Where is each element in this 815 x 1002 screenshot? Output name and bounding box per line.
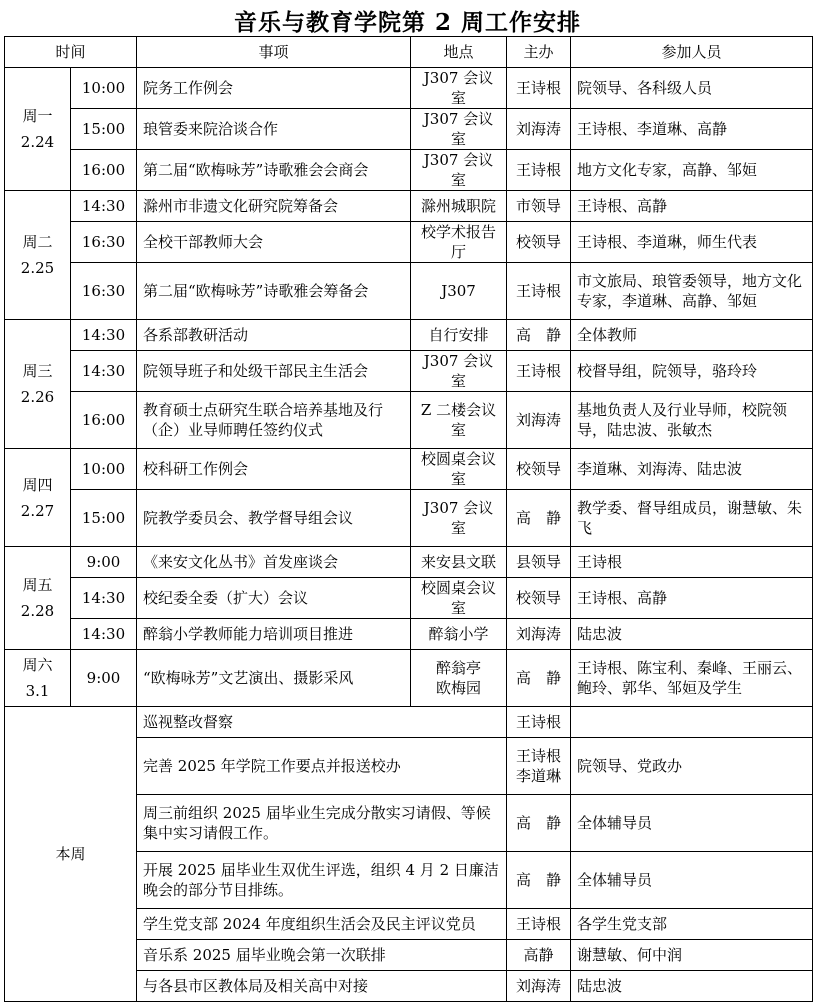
time-cell: 14:30: [71, 619, 137, 650]
header-time: 时间: [5, 37, 137, 68]
schedule-table: [4, 36, 813, 1002]
item-cell: “欧梅咏芳”文艺演出、摄影采风: [137, 650, 411, 707]
participants-cell: 王诗根、高静: [571, 191, 813, 222]
table-row: [5, 222, 813, 263]
time-cell: 16:30: [71, 222, 137, 263]
page-title: 音乐与教育学院第 2 周工作安排: [233, 9, 582, 36]
item-cell: 学生党支部 2024 年度组织生活会及民主评议党员: [137, 909, 507, 940]
item-cell: 完善 2025 年学院工作要点并报送校办: [137, 738, 507, 795]
table-row: [5, 650, 813, 707]
host-cell: 高静: [507, 940, 571, 971]
place-cell: J307 会议室: [411, 351, 507, 392]
place-cell: Z 二楼会议室: [411, 392, 507, 449]
table-row: [5, 490, 813, 547]
host-cell: 高 静: [507, 490, 571, 547]
host-cell: 校领导: [507, 449, 571, 490]
host-cell: 王诗根: [507, 351, 571, 392]
time-cell: 9:00: [71, 650, 137, 707]
item-cell: 第二届“欧梅咏芳”诗歌雅会筹备会: [137, 263, 411, 320]
header-host: 主办: [507, 37, 571, 68]
table-row: [5, 68, 813, 109]
day-cell: [5, 320, 71, 449]
day-date: 2.27: [20, 501, 55, 520]
table-row: [5, 578, 813, 619]
day-name: 周二: [22, 233, 53, 251]
header-row: [5, 37, 813, 68]
time-cell: 14:30: [71, 191, 137, 222]
place-cell: J307: [411, 263, 507, 320]
place-cell: 校圆桌会议室: [411, 578, 507, 619]
item-cell: 校科研工作例会: [137, 449, 411, 490]
item-cell: 巡视整改督察: [137, 707, 507, 738]
time-cell: 10:00: [71, 449, 137, 490]
item-cell: 院务工作例会: [137, 68, 411, 109]
host-cell: 王诗根: [507, 909, 571, 940]
place-cell: 滁州城职院: [411, 191, 507, 222]
header-item: 事项: [137, 37, 411, 68]
item-cell: 开展 2025 届毕业生双优生评选，组织 4 月 2 日廉洁晚会的部分节目排练。: [137, 852, 507, 909]
table-row: [5, 392, 813, 449]
item-cell: 滁州市非遗文化研究院筹备会: [137, 191, 411, 222]
host-cell: 刘海涛: [507, 971, 571, 1002]
host-cell: 王诗根: [507, 68, 571, 109]
participants-cell: 王诗根、李道琳、高静: [571, 109, 813, 150]
participants-cell: 全体辅导员: [571, 795, 813, 852]
participants-cell: 陆忠波: [571, 971, 813, 1002]
item-cell: 第二届“欧梅咏芳”诗歌雅会会商会: [137, 150, 411, 191]
time-cell: 16:00: [71, 150, 137, 191]
time-cell: 16:30: [71, 263, 137, 320]
host-cell: 高 静: [507, 320, 571, 351]
participants-cell: 市文旅局、琅管委领导，地方文化专家，李道琳、高静、邹姮: [571, 263, 813, 320]
day-name: 周一: [22, 107, 53, 125]
table-row: [5, 351, 813, 392]
item-cell: 醉翁小学教师能力培训项目推进: [137, 619, 411, 650]
host-cell: 王诗根: [507, 150, 571, 191]
host-cell: 高 静: [507, 852, 571, 909]
participants-cell: 谢慧敏、何中润: [571, 940, 813, 971]
item-cell: 音乐系 2025 届毕业晚会第一次联排: [137, 940, 507, 971]
table-row: [5, 150, 813, 191]
table-row: [5, 263, 813, 320]
day-name: 周五: [22, 576, 53, 594]
table-row: [5, 320, 813, 351]
participants-cell: 陆忠波: [571, 619, 813, 650]
place-cell: J307 会议室: [411, 150, 507, 191]
place-cell: J307 会议室: [411, 109, 507, 150]
participants-cell: 基地负责人及行业导师，校院领导，陆忠波、张敏杰: [571, 392, 813, 449]
day-date: 2.24: [20, 133, 55, 151]
participants-cell: 教学委、督导组成员，谢慧敏、朱飞: [571, 490, 813, 547]
participants-cell: 院领导、各科级人员: [571, 68, 813, 109]
time-cell: 15:00: [71, 490, 137, 547]
host-cell: 市领导: [507, 191, 571, 222]
host-cell: 县领导: [507, 547, 571, 578]
day-name: 周四: [22, 475, 53, 494]
day-cell: [5, 449, 71, 547]
day-date: 3.1: [25, 682, 50, 700]
day-cell: [5, 650, 71, 707]
host-cell: 校领导: [507, 222, 571, 263]
host-cell: 王诗根 李道琳: [507, 738, 571, 795]
header-participants: 参加人员: [571, 37, 813, 68]
table-row: [5, 707, 813, 738]
place-cell: 校学术报告厅: [411, 222, 507, 263]
participants-cell: 王诗根、高静: [571, 578, 813, 619]
time-cell: 9:00: [71, 547, 137, 578]
place-cell: J307 会议室: [411, 68, 507, 109]
host-cell: 刘海涛: [507, 392, 571, 449]
time-cell: 15:00: [71, 109, 137, 150]
host-cell: 校领导: [507, 578, 571, 619]
participants-cell: 李道琳、刘海涛、陆忠波: [571, 449, 813, 490]
day-cell: [5, 68, 71, 191]
day-name: 周三: [22, 362, 53, 380]
item-cell: 周三前组织 2025 届毕业生完成分散实习请假、等候集中实习请假工作。: [137, 795, 507, 852]
participants-cell: 各学生党支部: [571, 909, 813, 940]
day-cell: [5, 191, 71, 320]
participants-cell: 王诗根、李道琳，师生代表: [571, 222, 813, 263]
participants-cell: 院领导、党政办: [571, 738, 813, 795]
item-cell: 全校干部教师大会: [137, 222, 411, 263]
time-cell: 14:30: [71, 351, 137, 392]
host-cell: 高 静: [507, 795, 571, 852]
item-cell: 与各县市区教体局及相关高中对接: [137, 971, 507, 1002]
table-row: [5, 619, 813, 650]
time-cell: 14:30: [71, 320, 137, 351]
participants-cell: [571, 707, 813, 738]
item-cell: 教育硕士点研究生联合培养基地及行（企）业导师聘任签约仪式: [137, 392, 411, 449]
table-row: [5, 449, 813, 490]
item-cell: 琅管委来院洽谈合作: [137, 109, 411, 150]
item-cell: 各系部教研活动: [137, 320, 411, 351]
day-date: 2.25: [20, 259, 55, 277]
item-cell: 院教学委员会、教学督导组会议: [137, 490, 411, 547]
day-date: 2.28: [20, 602, 55, 620]
place-cell: 自行安排: [411, 320, 507, 351]
day-cell: [5, 547, 71, 650]
participants-cell: 校督导组，院领导，骆玲玲: [571, 351, 813, 392]
place-cell: 来安县文联: [411, 547, 507, 578]
host-cell: 刘海涛: [507, 109, 571, 150]
place-cell: 醉翁亭 欧梅园: [411, 650, 507, 707]
host-cell: 王诗根: [507, 263, 571, 320]
host-cell: 高 静: [507, 650, 571, 707]
table-row: [5, 191, 813, 222]
header-place: 地点: [411, 37, 507, 68]
host-cell: 刘海涛: [507, 619, 571, 650]
week-label-cell: 本周: [5, 707, 137, 1002]
time-cell: 10:00: [71, 68, 137, 109]
participants-cell: 地方文化专家，高静、邹姮: [571, 150, 813, 191]
place-cell: 校圆桌会议室: [411, 449, 507, 490]
place-cell: 醉翁小学: [411, 619, 507, 650]
day-date: 2.26: [20, 388, 55, 406]
participants-cell: 全体辅导员: [571, 852, 813, 909]
time-cell: 16:00: [71, 392, 137, 449]
participants-cell: 王诗根、陈宝利、秦峰、王丽云、鲍玲、郭华、邹姮及学生: [571, 650, 813, 707]
host-cell: 王诗根: [507, 707, 571, 738]
item-cell: 校纪委全委（扩大）会议: [137, 578, 411, 619]
table-row: [5, 109, 813, 150]
time-cell: 14:30: [71, 578, 137, 619]
place-cell: J307 会议室: [411, 490, 507, 547]
day-name: 周六: [22, 656, 53, 674]
item-cell: 院领导班子和处级干部民主生活会: [137, 351, 411, 392]
participants-cell: 全体教师: [571, 320, 813, 351]
participants-cell: 王诗根: [571, 547, 813, 578]
table-row: [5, 547, 813, 578]
item-cell: 《来安文化丛书》首发座谈会: [137, 547, 411, 578]
